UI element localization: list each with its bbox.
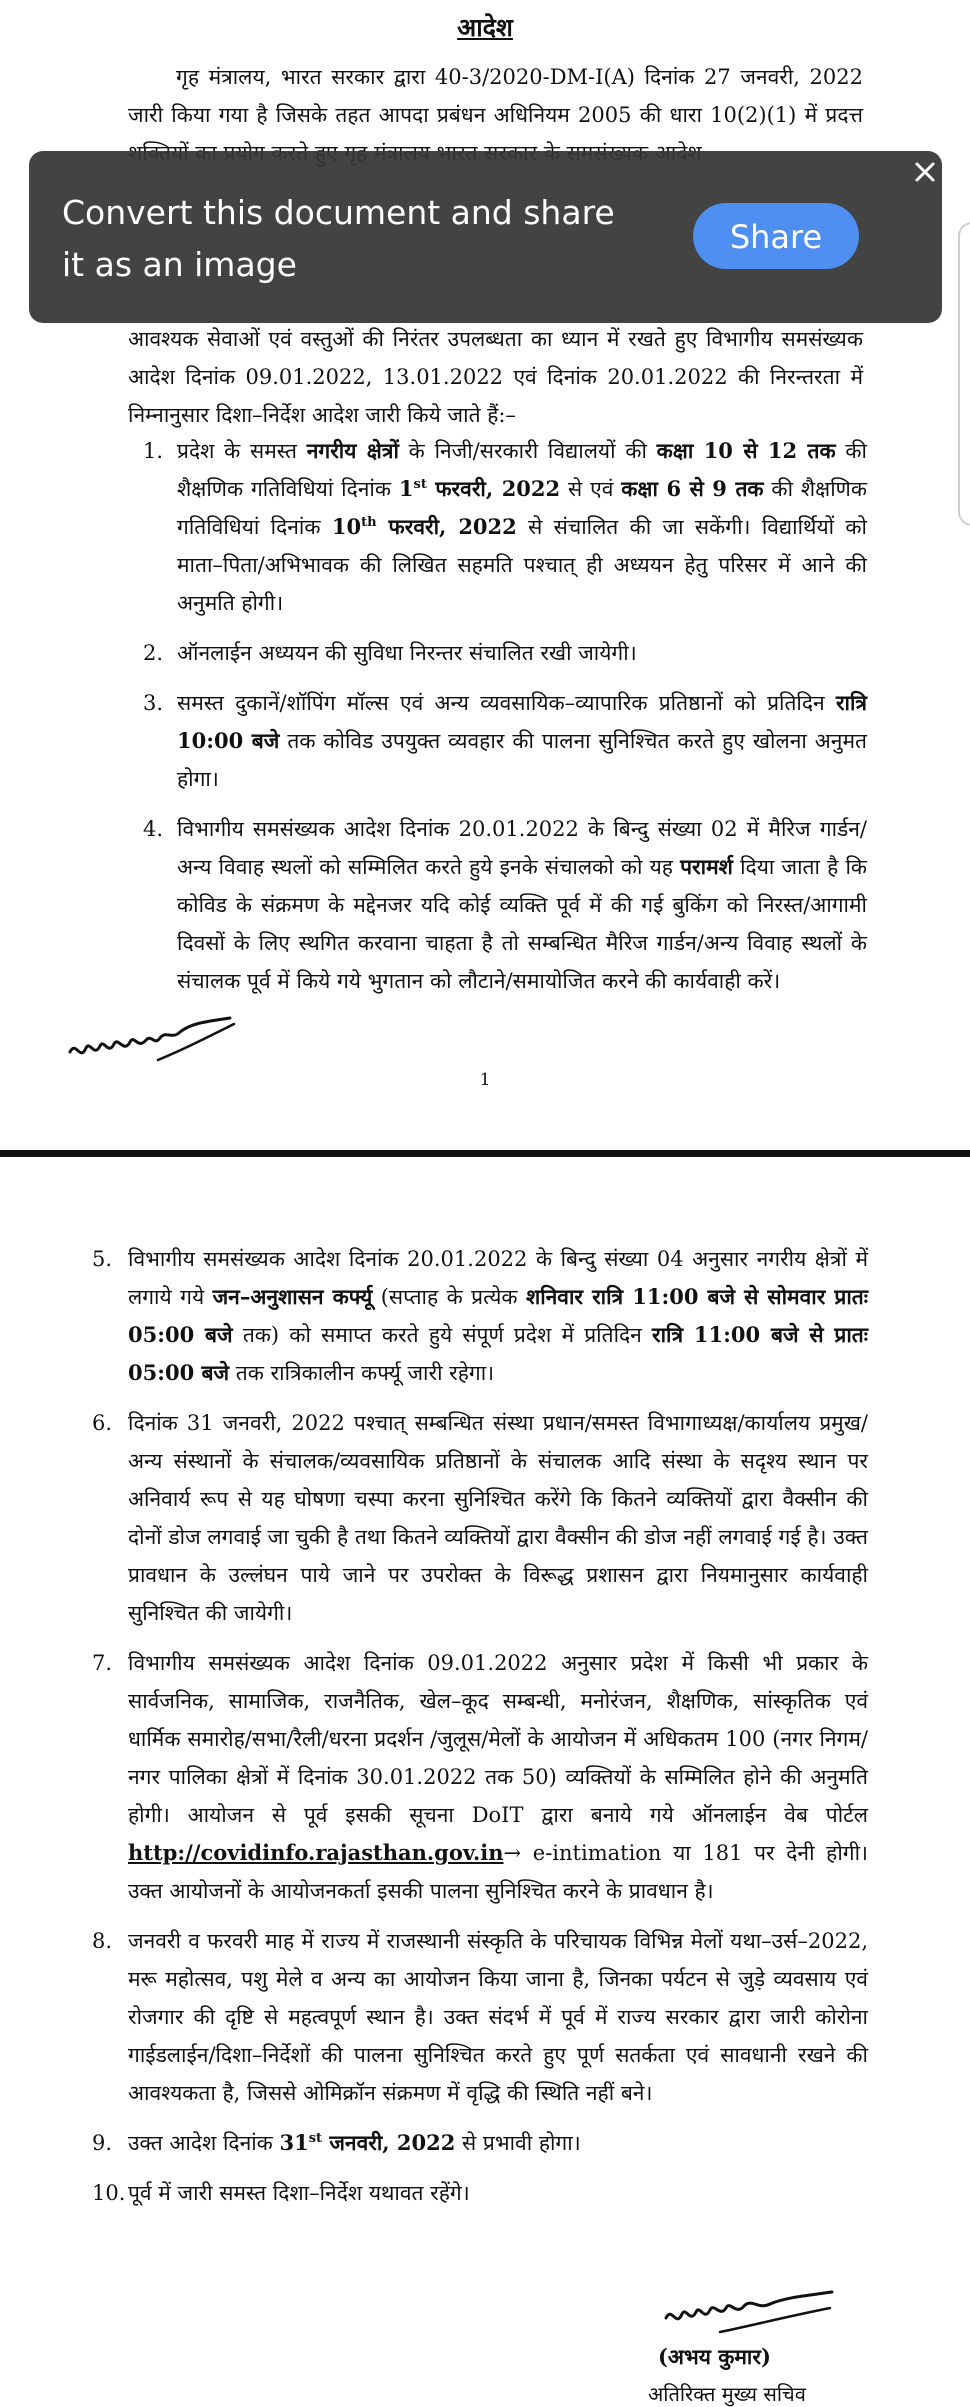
intro-paragraph-bottom: आवश्यक सेवाओं एवं वस्तुओं की निरंतर उपलब्धता का ध्यान में रखते हुए विभागीय समसंख्यक आदेश दिनांक 09.01.2022, 13.01.2022 एवं दिनांक 20.01.2022 की निरन्तरता में निम्नानुसार दिशा–निर्देश आदेश जारी किये जाते हैं:– <box>128 327 863 427</box>
page-divider <box>0 1150 970 1157</box>
signatory-designation: अतिरिक्त मुख्य सचिव <box>648 2382 806 2406</box>
share-image-banner <box>29 151 942 323</box>
signatory-name: (अभय कुमार) <box>658 2344 771 2369</box>
page-number: 1 <box>479 1070 491 1090</box>
signature-image <box>62 1010 242 1070</box>
page-title: आदेश <box>457 13 513 42</box>
order-item-5: 5. विभागीय समसंख्यक आदेश दिनांक 20.01.2022 के बिन्दु संख्या 04 अनुसार नगरीय क्षेत्रों में लगाये गये जन–अनुशासन कर्फ्यू (सप्ताह के प्रत्येक शनिवार रात्रि 11:00 बजे से सोमवार प्रातः 05:00 बजे तक) को समाप्त करते हुये संपूर्ण प्रदेश में प्रतिदिन रात्रि 11:00 बजे से प्रातः 05:00 बजे तक रात्रिकालीन कर्फ्यू जारी रहेगा। <box>92 1247 868 1385</box>
order-item-2: 2. ऑनलाईन अध्ययन की सुविधा निरन्तर संचालित रखी जायेगी। <box>143 641 637 665</box>
order-items-page-2 <box>92 1240 868 2224</box>
close-icon[interactable] <box>912 159 938 185</box>
share-button[interactable]: Share <box>693 203 859 269</box>
order-item-3: 3. समस्त दुकानें/शॉपिंग मॉल्स एवं अन्य व्यवसायिक–व्यापारिक प्रतिष्ठानों को प्रतिदिन रात्रि 10:00 बजे तक कोविड उपयुक्त व्यवहार की पालना सुनिश्चित करते हुए खोलना अनुमत होगा। <box>143 690 867 791</box>
order-item-9: 9. उक्त आदेश दिनांक 31st जनवरी, 2022 से प्रभावी होगा। <box>92 2130 581 2155</box>
order-item-4: 4. विभागीय समसंख्यक आदेश दिनांक 20.01.2022 के बिन्दु संख्या 02 में मैरिज गार्डन/अन्य विवाह स्थलों को सम्मिलित करते हुये इनके संचालको को यह परामर्श दिया जाता है कि कोविड के संक्रमण के मद्देनजर यदि कोई व्यक्ति पूर्व में की गई बुकिंग को निरस्त/आगामी दिवसों के लिए स्थगित करवाना चाहता है तो सम्बन्धित मैरिज गार्डन/अन्य विवाह स्थलों के संचालक पूर्व में किये गये भुगतान को लौटाने/समायोजित करने की कार्यवाही करें। <box>143 817 868 993</box>
edge-panel-handle[interactable] <box>958 222 970 526</box>
order-items-page-1 <box>143 432 868 1012</box>
share-banner-message: Convert this document and share it as an image <box>62 193 615 284</box>
order-item-1: 1. प्रदेश के समस्त नगरीय क्षेत्रों के निजी/सरकारी विद्यालयों की कक्षा 10 से 12 तक की शैक्षणिक गतिविधियां दिनांक 1st फरवरी, 2022 से एवं कक्षा 6 से 9 तक की शैक्षणिक गतिविधियां दिनांक 10th फरवरी, 2022 से संचालित की जा सकेंगी। विद्यार्थियों को माता–पिता/अभिभावक की लिखित सहमति पश्चात् ही अध्ययन हेतु परिसर में आने की अनुमति होगी। <box>143 438 867 615</box>
signatory-signature-image <box>660 2288 840 2348</box>
order-item-10: 10. पूर्व में जारी समस्त दिशा–निर्देश यथावत रहेंगे। <box>92 2181 470 2205</box>
intro-paragraph-top: गृह मंत्रालय, भारत सरकार द्वारा 40-3/2020-DM-I(A) दिनांक 27 जनवरी, 2022 जारी किया गया है जिसके तहत आपदा प्रबंधन अधिनियम 2005 की धारा 10(2)(1) में प्रदत्त <box>128 65 863 127</box>
order-item-6: 6. दिनांक 31 जनवरी, 2022 पश्चात् सम्बन्धित संस्था प्रधान/समस्त विभागाध्यक्ष/कार्यालय प्रमुख/अन्य संस्थानों के संचालक/व्यवसायिक प्रतिष्ठानों के संचालक आदि संस्था के सदृश्य स्थान पर अनिवार्य रूप से यह घोषणा चस्पा करना सुनिश्चित करेंगे कि कितने व्यक्तियों द्वारा वैक्सीन की दोनों डोज लगवाई जा चुकी है तथा कितने व्यक्तियों द्वारा वैक्सीन की डोज नहीं लगवाई गई है। उक्त प्रावधान के उल्लंघन पाये जाने पर उपरोक्त के विरूद्ध प्रशासन द्वारा नियमानुसार कार्यवाही सुनिश्चित की जायेगी। <box>92 1411 868 1625</box>
order-item-7: 7. विभागीय समसंख्यक आदेश दिनांक 09.01.2022 अनुसार प्रदेश में किसी भी प्रकार के सार्वजनिक, सामाजिक, राजनैतिक, खेल–कूद सम्बन्धी, मनोरंजन, शैक्षणिक, सांस्कृतिक एवं धार्मिक समारोह/सभा/रैली/धरना प्रदर्शन /जुलूस/मेलों के आयोजन में अधिकतम 100 (नगर निगम/नगर पालिका क्षेत्रों में दिनांक 30.01.2022 तक 50) व्यक्तियों के सम्मिलित होने की अनुमति होगी। आयोजन से पूर्व इसकी सूचना DoIT द्वारा बनाये गये ऑनलाईन वेब पोर्टल http://covidinfo.rajasthan.gov.in→ e-intimation या 181 पर देनी होगी। उक्त आयोजनों के आयोजनकर्ता इसकी पालना सुनिश्चित करने के प्रावधान है। <box>92 1651 868 1903</box>
covid-portal-link[interactable]: http://covidinfo.rajasthan.gov.in <box>128 1840 504 1865</box>
order-item-8: 8. जनवरी व फरवरी माह में राज्य में राजस्थानी संस्कृति के परिचायक विभिन्न मेलों यथा–उर्स–2022, मरू महोत्सव, पशु मेले व अन्य का आयोजन किया जाना है, जिनका पर्यटन से जुड़े व्यवसाय एवं रोजगार की दृष्टि से महत्वपूर्ण स्थान है। उक्त संदर्भ में पूर्व में राज्य सरकार द्वारा जारी कोरोना गाईडलाईन/दिशा–निर्देशों की पालना सुनिश्चित करते हुए पूर्ण सतर्कता एवं सावधानी रखने की आवश्यकता है, जिससे ओमिक्रॉन संक्रमण में वृद्धि की स्थिति नहीं बने। <box>92 1929 868 2105</box>
